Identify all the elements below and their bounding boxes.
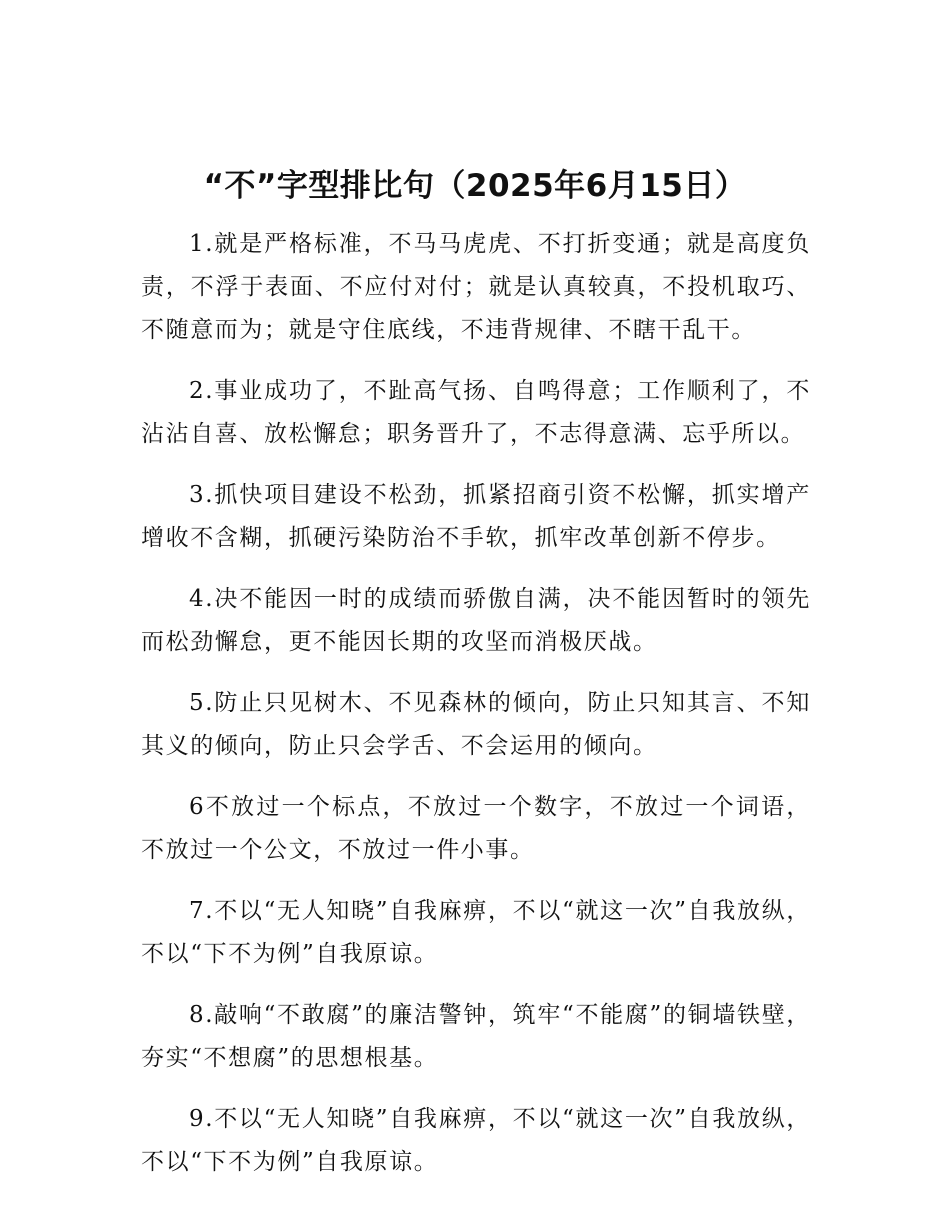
document-title: “不”字型排比句（2025年6月15日） bbox=[203, 168, 747, 204]
paragraph-6: 6不放过一个标点，不放过一个数字，不放过一个词语，不放过一个公文，不放过一件小事。 bbox=[141, 794, 811, 863]
paragraph-2: 2.事业成功了，不趾高气扬、自鸣得意；工作顺利了，不沾沾自喜、放松懈怠；职务晋升了，不志得意满、忘乎所以。 bbox=[141, 378, 811, 447]
paragraph-1: 1.就是严格标准，不马马虎虎、不打折变通；就是高度负责，不浮于表面、不应付对付；就是认真较真，不投机取巧、不随意而为；就是守住底线，不违背规律、不瞎干乱干。 bbox=[141, 231, 811, 343]
document-body bbox=[141, 223, 811, 1202]
paragraph-7: 7.不以“无人知晓”自我麻痹，不以“就这一次”自我放纵，不以“下不为例”自我原谅。 bbox=[141, 898, 811, 967]
paragraph-4: 4.决不能因一时的成绩而骄傲自满，决不能因暂时的领先而松劲懈怠，更不能因长期的攻坚而消极厌战。 bbox=[141, 586, 811, 655]
paragraph-3: 3.抓快项目建设不松劲，抓紧招商引资不松懈，抓实增产增收不含糊，抓硬污染防治不手软，抓牢改革创新不停步。 bbox=[141, 482, 811, 551]
paragraph-5: 5.防止只见树木、不见森林的倾向，防止只知其言、不知其义的倾向，防止只会学舌、不会运用的倾向。 bbox=[141, 690, 811, 759]
paragraph-9: 9.不以“无人知晓”自我麻痹，不以“就这一次”自我放纵，不以“下不为例”自我原谅。 bbox=[141, 1106, 811, 1175]
paragraph-8: 8.敲响“不敢腐”的廉洁警钟，筑牢“不能腐”的铜墙铁壁，夯实“不想腐”的思想根基。 bbox=[141, 1002, 811, 1071]
